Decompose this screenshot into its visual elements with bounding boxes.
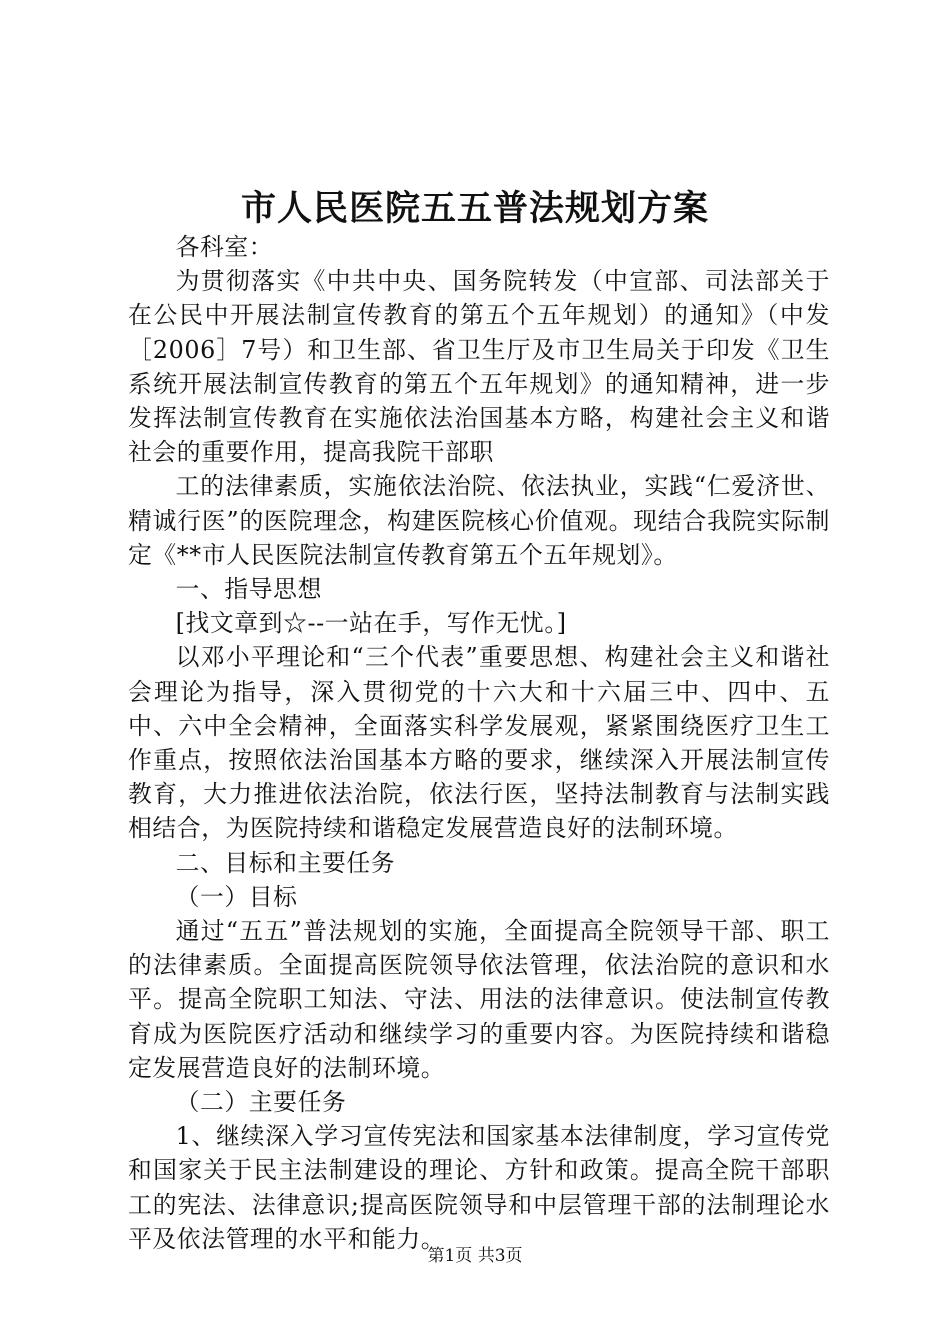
subheading-goals: （一）目标 xyxy=(175,882,298,911)
heading-goals-tasks: 二、目标和主要任务 xyxy=(175,848,396,877)
document-body xyxy=(128,230,830,1256)
paragraph-intro: 为贯彻落实《中共中央、国务院转发（中宣部、司法部关于在公民中开展法制宣传教育的第五个五年规划）的通知》（中发［2006］7号）和卫生部、省卫生厅及市卫生局关于印发《卫生系统开展法制宣传教育的第五个五年规划》的通知精神，进一步发挥法制宣传教育在实施依法治国基本方略，构建社会主义和谐社会的重要作用，提高我院干部职 xyxy=(128,267,830,467)
subheading-main-tasks: （二）主要任务 xyxy=(175,1088,347,1117)
paragraph-task-1: 1、继续深入学习宣传宪法和国家基本法律制度，学习宣传党和国家关于民主法制建设的理论、方针和政策。提高全院干部职工的宪法、法律意识;提高医院领导和中层管理干部的法制理论水平及依法管理的水平和能力。 xyxy=(128,1122,830,1253)
paragraph-goals: 通过“五五”普法规划的实施，全面提高全院领导干部、职工的法律素质。全面提高医院领导依法管理，依法治院的意识和水平。提高全院职工知法、守法、用法的法律意识。使法制宣传教育成为医院医疗活动和继续学习的重要内容。为医院持续和谐稳定发展营造良好的法制环境。 xyxy=(128,917,830,1082)
paragraph-intro-continued: 工的法律素质，实施依法治院、依法执业，实践“仁爱济世、精诚行医”的医院理念，构建医院核心价值观。现结合我院实际制定《**市人民医院法制宣传教育第五个五年规划》。 xyxy=(128,472,830,569)
heading-guiding-ideology: 一、指导思想 xyxy=(175,575,322,604)
document-title: 市人民医院五五普法规划方案 xyxy=(240,188,709,229)
salutation: 各科室： xyxy=(175,233,274,261)
paragraph-guiding-ideology: 以邓小平理论和“三个代表”重要思想、构建社会主义和谐社会理论为指导，深入贯彻党的十六大和十六届三中、四中、五中、六中全会精神，全面落实科学发展观，紧紧围绕医疗卫生工作重点，按照依法治国基本方略的要求，继续深入开展法制宣传教育，大力推进依法治院，依法行医，坚持法制教育与法制实践相结合，为医院持续和谐稳定发展营造良好的法制环境。 xyxy=(128,643,830,843)
page-number: 第1页 共3页 xyxy=(427,1246,523,1266)
promo-line: [找文章到☆--一站在手，写作无忧。] xyxy=(175,609,567,638)
